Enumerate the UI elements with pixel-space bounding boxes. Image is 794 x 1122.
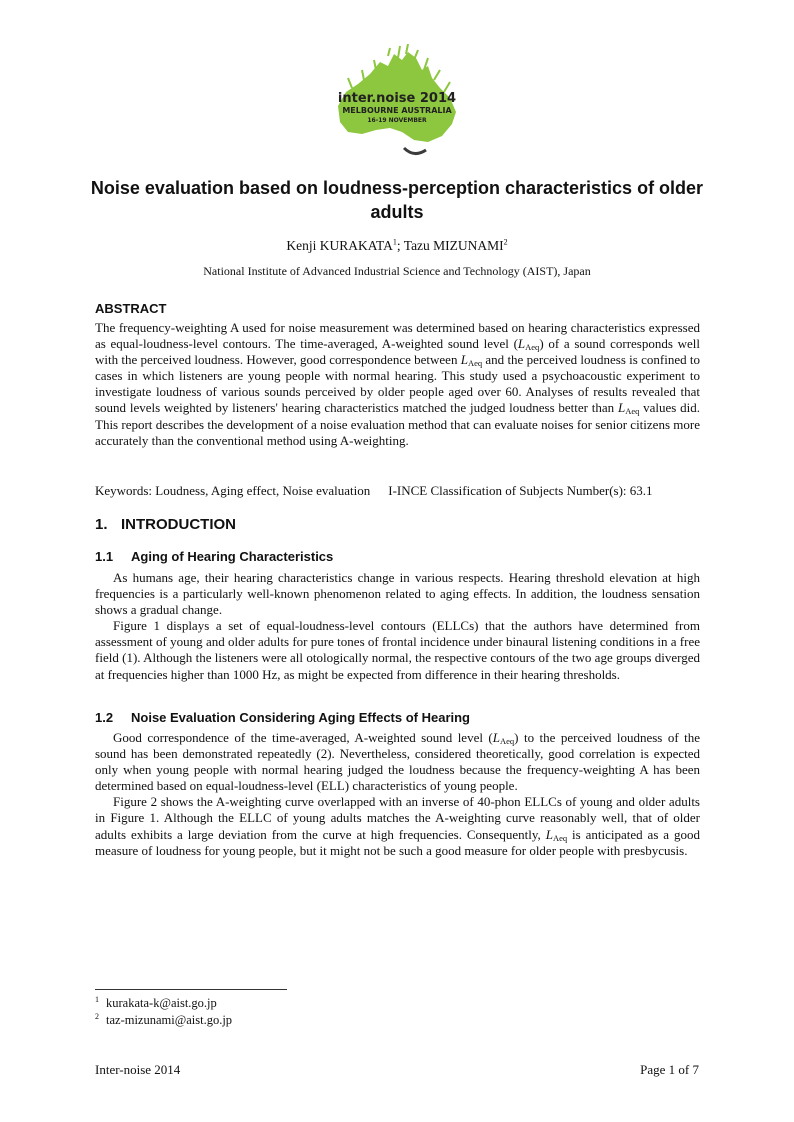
footnote-rule [95, 989, 287, 990]
paragraph: Figure 2 shows the A-weighting curve overlapped with an inverse of 40-phon ELLCs of young and older adults in Figure 1. Although the ELLC of young adults matches the A-weighting curve reasonably well, that of older adults exhibits a large deviation from the curve at high frequencies. Consequently, $L_{Aeq}$ is anticipated as a good measure of loudness for young people, but it might not be such a good measure for older people with presbycusis. [95, 794, 700, 858]
paragraph: As humans age, their hearing characteristics change in various respects. Hearing threshold elevation at high frequencies is a particularly well-known phenomenon related to aging effects. In addition, the loudness sensation shows a gradual change. [95, 570, 700, 618]
subsection-heading-1-2: 1.2 Noise Evaluation Considering Aging Effects of Hearing [95, 710, 471, 725]
author-separator: ; [396, 238, 404, 253]
email-1: kurakata-k@aist.go.jp [106, 996, 217, 1010]
conference-logo [328, 44, 466, 164]
paragraph: Good correspondence of the time-averaged, A-weighted sound level $(L_{Aeq})$ to the perceived loudness of the sound has been demonstrated repeatedly (2). Nevertheless, considered theoretically, good correlation is expected only when young people with normal hearing judged the loudness because the frequency-weighting A has been determined based on equal-loudness-level (ELL) characteristics of young people. [95, 730, 700, 794]
logo-line2: MELBOURNE AUSTRALIA [342, 106, 452, 115]
australia-map-icon [328, 44, 466, 164]
logo-line3: 16-19 NOVEMBER [367, 117, 427, 124]
author-2-footnote-mark: 2 [503, 237, 508, 247]
footnote-1: $^1$ kurakata-k@aist.go.jp [95, 995, 217, 1010]
keywords: Keywords: Loudness, Aging effect, Noise evaluation [95, 483, 371, 498]
footnote-2: $^2$ taz-mizunami@aist.go.jp [95, 1012, 233, 1027]
logo-line1: inter.noise 2014 [337, 91, 457, 106]
abstract-heading: ABSTRACT [95, 301, 167, 316]
email-2: taz-mizunami@aist.go.jp [106, 1013, 233, 1027]
abstract-body [95, 320, 700, 449]
footer-page-number: Page 1 of 7 [640, 1062, 699, 1077]
author-1: Kenji KURAKATA [286, 238, 393, 253]
abstract-paragraph: The frequency-weighting A used for noise measurement was determined based on hearing characteristics expressed as equal-loudness-level contours. The time-averaged, A-weighted sound level $(L_{Aeq})$ of a sound corresponds well with the perceived loudness. However, good correspondence between $L_{Aeq}$ and the perceived loudness is confined to cases in which listeners are young people with normal hearing. This study used a psychoacoustic experiment to investigate loudness of various sounds perceived by older people aged over 60. Analyses of results revealed that sound levels weighted by listeners' hearing characteristics matched the judged loudness better than $L_{Aeq}$ values did. This report describes the development of a noise evaluation method that can evaluate noises for senior citizens more accurately than the conventional method using A-weighting. [95, 320, 701, 448]
footer-conference: Inter-noise 2014 [95, 1062, 181, 1077]
subsection-1-1-body [95, 570, 700, 683]
keywords-line [95, 482, 700, 500]
author-1-footnote-mark: 1 [392, 237, 397, 247]
boomerang-icon [404, 148, 426, 154]
section-heading-introduction: 1. INTRODUCTION [95, 516, 236, 533]
subsection-heading-1-1: 1.1 Aging of Hearing Characteristics [95, 549, 334, 564]
paper-title: Noise evaluation based on loudness-perception characteristics of older adults [90, 178, 704, 222]
subsection-1-2-body [95, 730, 700, 859]
author-2: Tazu MIZUNAMI [403, 238, 504, 253]
classification: I-INCE Classification of Subjects Number(s): 63.1 [388, 483, 653, 498]
affiliation: National Institute of Advanced Industrial Science and Technology (AIST), Japan [203, 264, 591, 278]
paragraph: Figure 1 displays a set of equal-loudness-level contours (ELLCs) that the authors have determined from assessment of young and older adults for pure tones of frontal incidence under binaural listening conditions in a free field (1). Although the listeners were all otologically normal, the respective contours of the two age groups diverged at frequencies higher than 1000 Hz, as might be expected from difference in their hearing thresholds. [95, 618, 700, 682]
author-line [80, 237, 714, 255]
